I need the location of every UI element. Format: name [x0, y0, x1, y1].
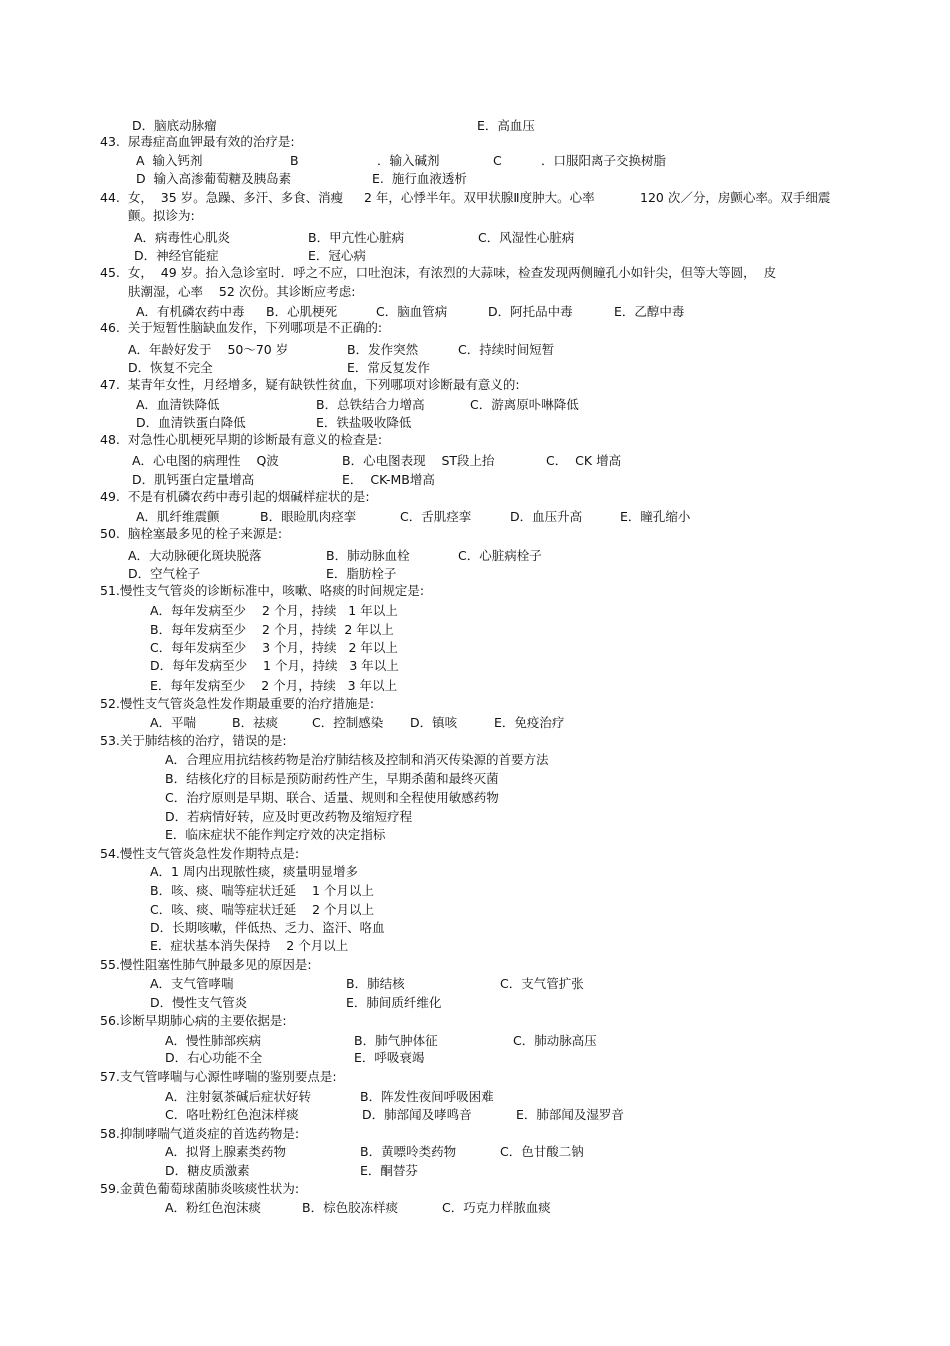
text-segment: D．慢性支气管炎	[150, 995, 248, 1010]
text-segment: ．口服阳离子交换树脂	[541, 153, 667, 168]
text-segment: D．血清铁蛋白降低	[136, 415, 246, 430]
text-segment: 120 次／分，房颤心率。双手细震	[640, 190, 831, 205]
text-segment: B．阵发性夜间呼吸困难	[360, 1089, 494, 1104]
text-segment: A．有机磷农药中毒	[136, 304, 245, 319]
text-segment: C	[493, 153, 502, 168]
text-segment: E．肺部闻及湿罗音	[516, 1107, 624, 1122]
text-segment: E．铁盐吸收降低	[316, 415, 412, 430]
text-segment: A．大动脉硬化斑块脱落	[128, 548, 262, 563]
text-segment: C．脑血管病	[376, 304, 448, 319]
text-segment: D．神经官能症	[134, 248, 219, 263]
text-segment: B．肺结核	[346, 976, 405, 991]
text-segment: 49. 不是有机磷农药中毒引起的烟碱样症状的是:	[100, 489, 370, 504]
text-segment: A．肌纤维震颤	[136, 509, 220, 524]
text-segment: B．结核化疗的目标是预防耐药性产生，早期杀菌和最终灭菌	[165, 771, 499, 786]
text-segment: B．黄嘌呤类药物	[360, 1144, 457, 1159]
text-segment: A．平喘	[150, 715, 197, 730]
text-segment: C．色甘酸二钠	[500, 1144, 584, 1159]
text-segment: B．祛痰	[232, 715, 279, 730]
text-segment: B．心电图表现 ST段上抬	[342, 453, 495, 468]
text-segment: 2 年，心悸半年。双甲状腺Ⅱ度肿大。心率	[364, 190, 595, 205]
text-segment: 50. 脑栓塞最多见的栓子来源是:	[100, 526, 283, 541]
text-segment: A．注射氨茶碱后症状好转	[165, 1089, 312, 1104]
text-segment: B．眼睑肌肉痉挛	[260, 509, 357, 524]
text-segment: A．血清铁降低	[136, 397, 220, 412]
text-segment: E．冠心病	[308, 248, 366, 263]
text-segment: C．每年发病至少 3 个月，持续 2 年以上	[150, 640, 398, 655]
text-segment: E．呼吸衰竭	[354, 1050, 425, 1065]
text-segment: 54.慢性支气管炎急性发作期特点是:	[100, 846, 300, 861]
text-segment: C．治疗原则是早期、联合、适量、规则和全程使用敏感药物	[165, 790, 499, 805]
text-segment: C．风湿性心脏病	[478, 230, 575, 245]
text-segment: D．右心功能不全	[165, 1050, 263, 1065]
text-segment: B．每年发病至少 2 个月，持续 2 年以上	[150, 622, 394, 637]
text-segment: B．肺动脉血栓	[326, 548, 410, 563]
text-segment: B	[290, 153, 299, 168]
text-segment: 47. 某青年女性，月经增多，疑有缺铁性贫血，下列哪项对诊断最有意义的:	[100, 377, 520, 392]
text-segment: E． CK-MB增高	[342, 472, 435, 487]
text-segment: E．免疫治疗	[494, 715, 565, 730]
text-segment: B．心肌梗死	[266, 304, 338, 319]
text-segment: ．输入碱剂	[377, 153, 440, 168]
text-segment: D．空气栓子	[128, 566, 201, 581]
text-segment: E．瞳孔缩小	[620, 509, 691, 524]
text-segment: A．粉红色泡沫痰	[165, 1200, 262, 1215]
text-segment: C．心脏病栓子	[458, 548, 542, 563]
text-segment: A．支气管哮喘	[150, 976, 234, 991]
text-segment: 51.慢性支气管炎的诊断标准中，咳嗽、咯痰的时间规定是:	[100, 583, 425, 598]
text-segment: C． CK 增高	[546, 453, 622, 468]
text-segment: 43. 尿毒症高血钾最有效的治疗是:	[100, 134, 295, 149]
text-segment: B．肺气肿体征	[354, 1033, 438, 1048]
text-segment: C．控制感染	[312, 715, 384, 730]
text-segment: A．拟肾上腺素类药物	[165, 1144, 287, 1159]
text-segment: D．若病情好转，应及时更改药物及缩短疗程	[165, 809, 413, 824]
text-segment: A．病毒性心肌炎	[134, 230, 231, 245]
text-segment: D．肺部闻及哮鸣音	[362, 1107, 472, 1122]
text-segment: 52.慢性支气管炎急性发作期最重要的治疗措施是:	[100, 696, 375, 711]
text-segment: E．乙醇中毒	[614, 304, 685, 319]
text-segment: B．甲亢性心脏病	[308, 230, 405, 245]
text-segment: E．临床症状不能作判定疗效的决定指标	[165, 827, 386, 842]
text-segment: E. 施行血液透析	[372, 171, 467, 186]
text-segment: 55.慢性阻塞性肺气肿最多见的原因是:	[100, 957, 312, 972]
text-segment: D．肌钙蛋白定量增高	[132, 472, 255, 487]
text-segment: A．年龄好发于 50～70 岁	[128, 342, 289, 357]
text-segment: D．阿托品中毒	[488, 304, 573, 319]
text-segment: E．高血压	[477, 118, 535, 133]
text-segment: C．咯吐粉红色泡沫样痰	[165, 1107, 299, 1122]
text-segment: A 输入钙剂	[136, 153, 203, 168]
text-segment: D．血压升高	[510, 509, 583, 524]
text-segment: D．镇咳	[410, 715, 458, 730]
text-segment: 45. 女， 49 岁。抬入急诊室时．呼之不应，口吐泡沫，有浓烈的大蒜味，检查发现两侧瞳孔小如针尖，但等大等圆， 皮	[100, 265, 777, 280]
text-segment: E．肺间质纤维化	[346, 995, 442, 1010]
text-segment: D．每年发病至少 1 个月，持续 3 年以上	[150, 658, 399, 673]
text-segment: A．每年发病至少 2 个月，持续 1 年以上	[150, 603, 398, 618]
text-segment: D．恢复不完全	[128, 360, 213, 375]
text-segment: E．每年发病至少 2 个月，持续 3 年以上	[150, 678, 398, 693]
text-segment: C．巧克力样脓血痰	[442, 1200, 551, 1215]
text-segment: 53.关于肺结核的治疗，错误的是:	[100, 733, 287, 748]
text-segment: D．糖皮质激素	[165, 1163, 250, 1178]
text-segment: 58.抑制哮喘气道炎症的首选药物是:	[100, 1126, 300, 1141]
text-segment: D．长期咳嗽，伴低热、乏力、盗汗、咯血	[150, 920, 385, 935]
text-segment: B．棕色胶冻样痰	[302, 1200, 399, 1215]
text-segment: A．合理应用抗结核药物是治疗肺结核及控制和消灭传染源的首要方法	[165, 752, 549, 767]
text-segment: C．肺动脉高压	[513, 1033, 597, 1048]
text-segment: E．症状基本消失保持 2 个月以上	[150, 938, 349, 953]
text-segment: A．1 周内出现脓性痰，痰量明显增多	[150, 864, 358, 879]
text-segment: 59.金黄色葡萄球菌肺炎咳痰性状为:	[100, 1181, 300, 1196]
text-segment: 57.支气管哮喘与心源性哮喘的鉴别要点是:	[100, 1069, 337, 1084]
text-segment: 颤。拟诊为:	[128, 208, 195, 223]
text-segment: C．舌肌痉挛	[400, 509, 472, 524]
text-segment: 46. 关于短暂性脑缺血发作，下列哪项是不正确的:	[100, 320, 383, 335]
text-segment: 44. 女， 35 岁。急躁、多汗、多食、消瘦	[100, 190, 344, 205]
text-segment: E．常反复发作	[347, 360, 430, 375]
text-segment: E．酮替芬	[360, 1163, 418, 1178]
text-segment: C．游离原卟啉降低	[470, 397, 579, 412]
text-segment: D．脑底动脉瘤	[132, 118, 217, 133]
text-segment: 56.诊断早期肺心病的主要依据是:	[100, 1013, 287, 1028]
text-segment: A．慢性肺部疾病	[165, 1033, 262, 1048]
text-segment: C．持续时间短暂	[458, 342, 555, 357]
text-segment: 肤潮湿，心率 52 次份。其诊断应考虑:	[128, 284, 356, 299]
text-segment: 48. 对急性心肌梗死早期的诊断最有意义的检查是:	[100, 432, 383, 447]
text-segment: E．脂肪栓子	[326, 566, 397, 581]
text-segment: C．支气管扩张	[500, 976, 584, 991]
text-segment: D 输入高渗葡萄糖及胰岛素	[136, 171, 292, 186]
text-segment: B．总铁结合力增高	[316, 397, 425, 412]
text-segment: A．心电图的病理性 Q波	[132, 453, 279, 468]
text-segment: C．咳、痰、喘等症状迁延 2 个月以上	[150, 902, 375, 917]
text-segment: B．发作突然	[347, 342, 419, 357]
text-segment: B．咳、痰、喘等症状迁延 1 个月以上	[150, 883, 374, 898]
